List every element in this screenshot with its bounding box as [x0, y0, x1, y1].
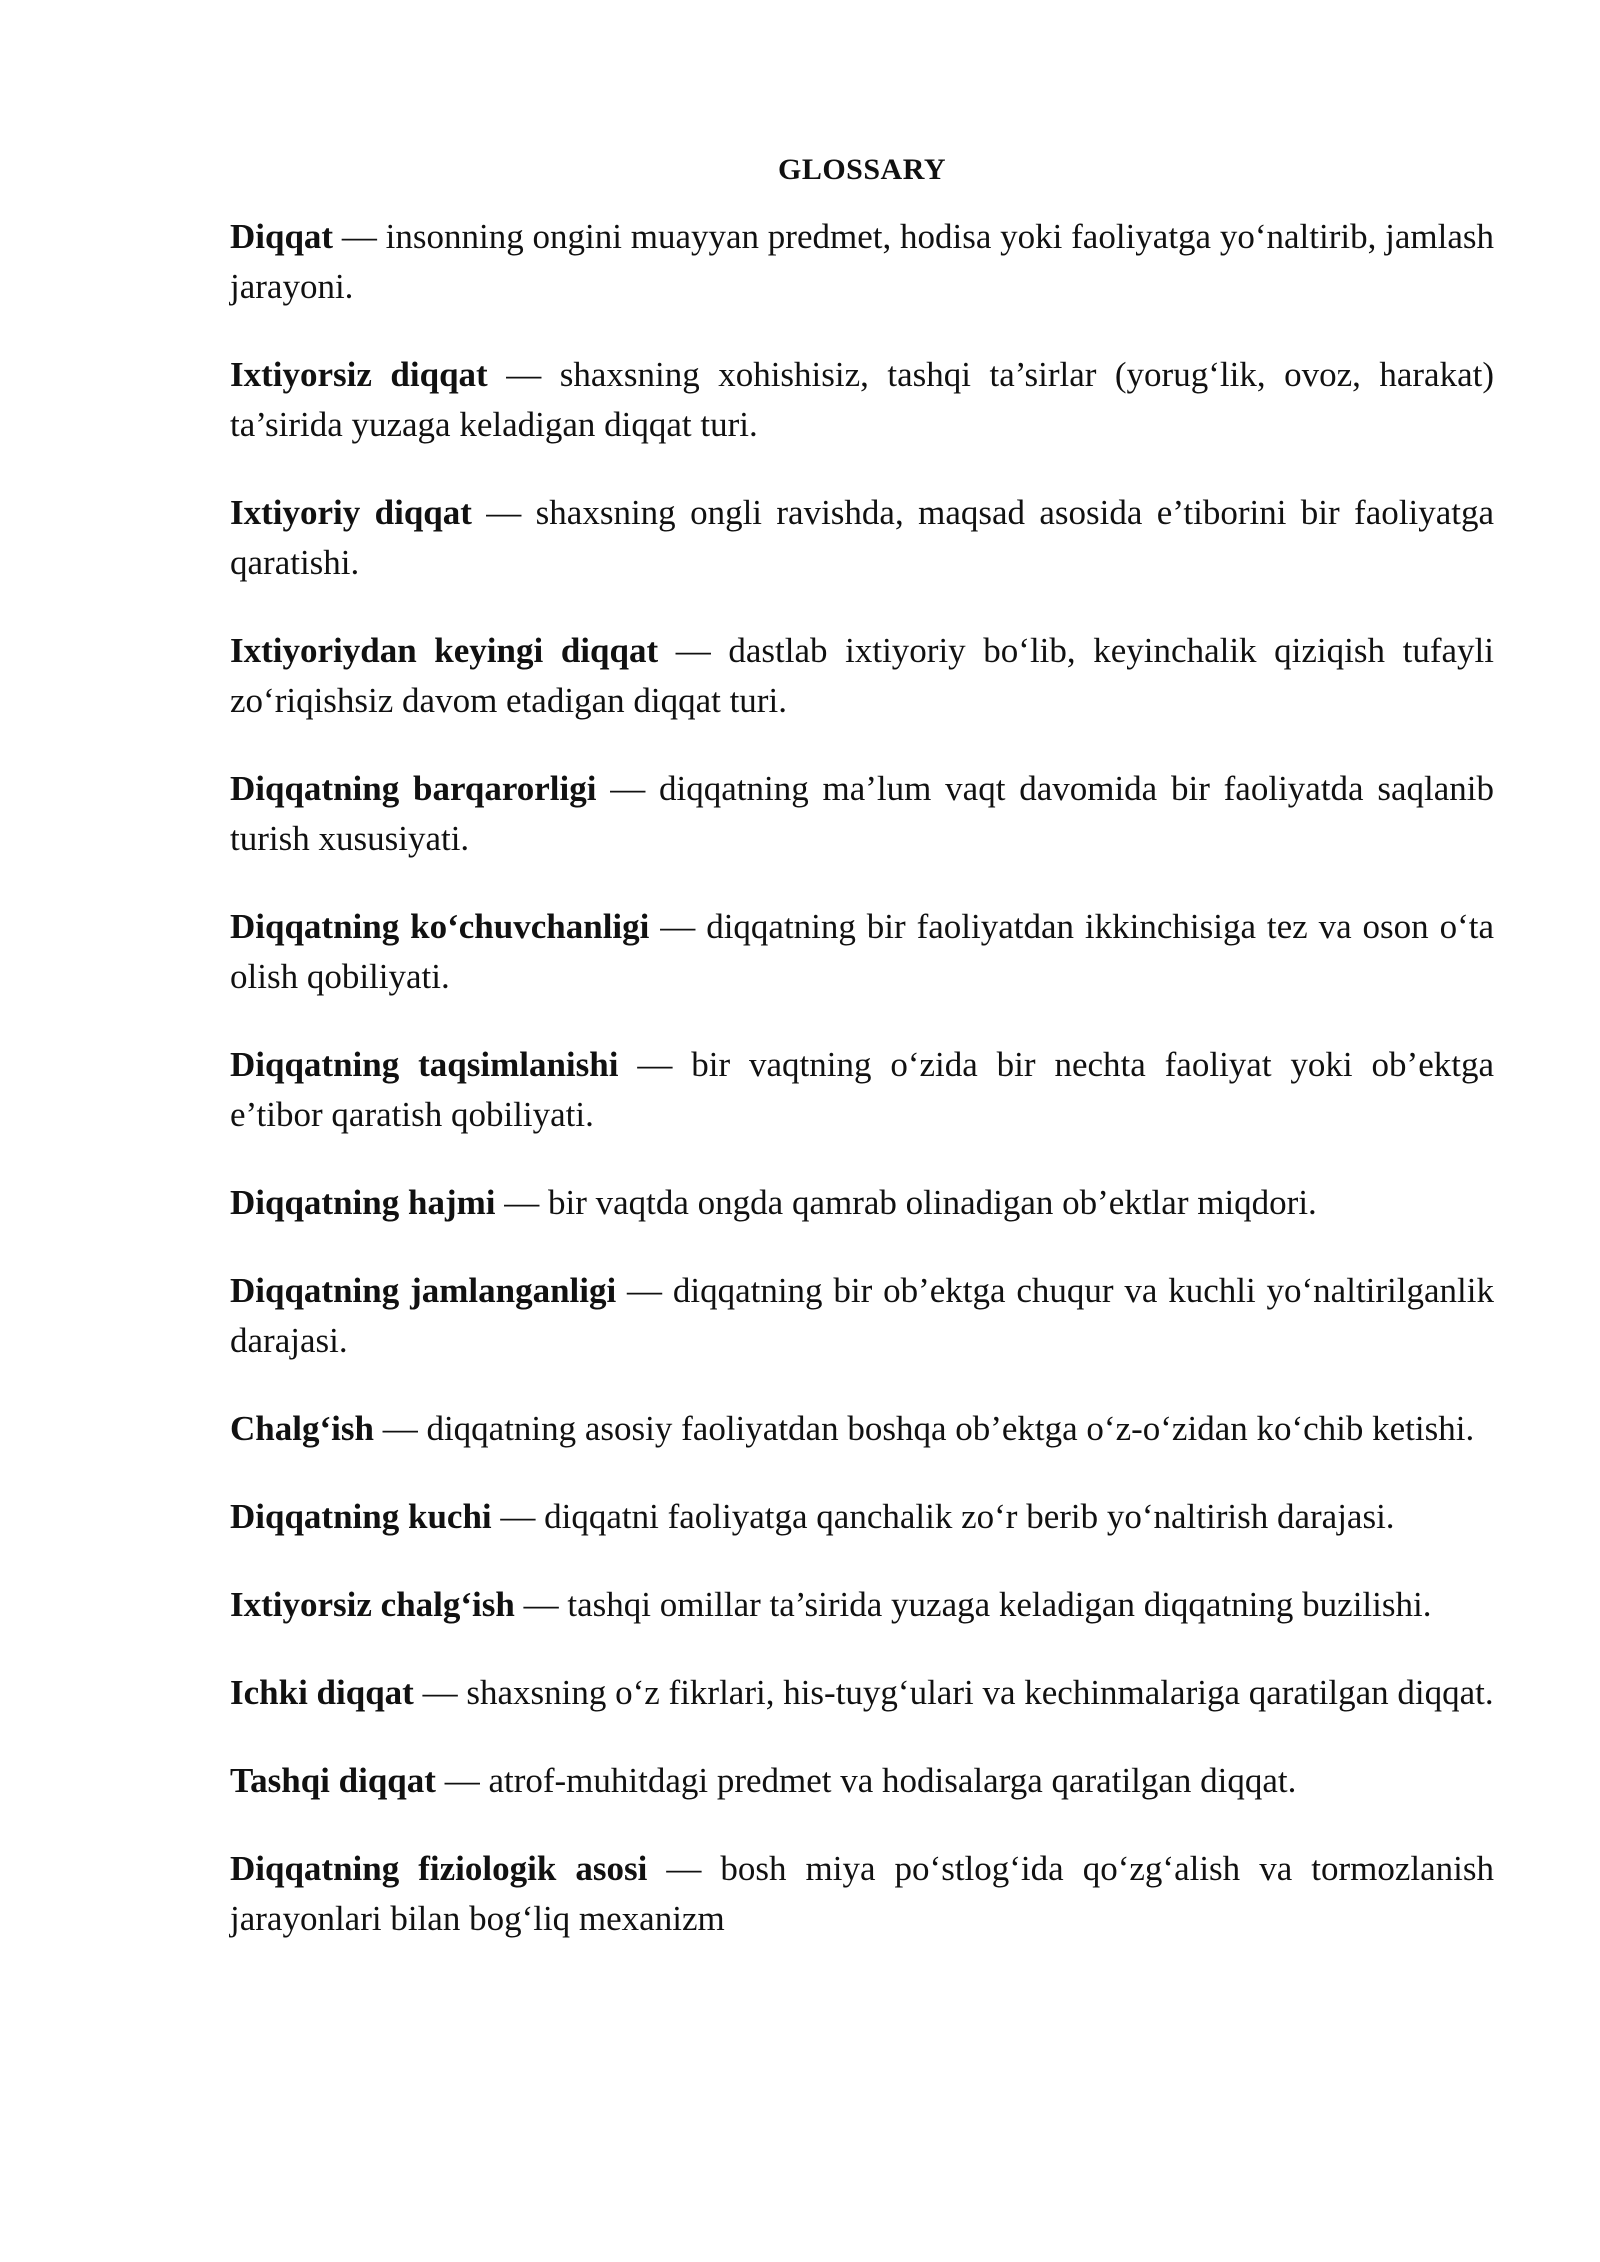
glossary-term: Diqqatning fiziologik asosi: [230, 1849, 648, 1888]
glossary-entry: [230, 902, 1494, 1002]
glossary-definition: — diqqatni faoliyatga qanchalik zo‘r berib yo‘naltirish darajasi.: [491, 1497, 1395, 1536]
document-page: [230, 150, 1494, 1982]
glossary-definition: — dastlab ixtiyoriy bo‘lib, keyinchalik qiziqish tufayli zo‘riqishsiz davom etadigan diqqat turi.: [230, 631, 1494, 720]
glossary-entry: [230, 1844, 1494, 1944]
glossary-entry: [230, 1404, 1494, 1454]
glossary-entry: [230, 1266, 1494, 1366]
glossary-definition: — atrof-muhitdagi predmet va hodisalarga qaratilgan diqqat.: [435, 1761, 1297, 1800]
glossary-term: Diqqatning barqarorligi: [230, 769, 597, 808]
glossary-definition: — tashqi omillar ta’sirida yuzaga keladigan diqqatning buzilishi.: [514, 1585, 1432, 1624]
glossary-definition: — shaxsning xohishisiz, tashqi ta’sirlar (yorug‘lik, ovoz, harakat) ta’sirida yuzaga keladigan diqqat turi.: [230, 355, 1494, 444]
glossary-entry: [230, 488, 1494, 588]
glossary-entry: [230, 212, 1494, 312]
glossary-entry: [230, 626, 1494, 726]
glossary-definition: — diqqatning bir ob’ektga chuqur va kuchli yo‘naltirilganlik darajasi.: [230, 1271, 1494, 1360]
glossary-term: Ixtiyorsiz diqqat: [230, 355, 488, 394]
glossary-definition: — bir vaqtda ongda qamrab olinadigan ob’ektlar miqdori.: [495, 1183, 1317, 1222]
glossary-definition: — shaxsning o‘z fikrlari, his-tuyg‘ulari va kechinmalariga qaratilgan diqqat.: [413, 1673, 1494, 1712]
glossary-entry: [230, 764, 1494, 864]
glossary-term: Ixtiyoriy diqqat: [230, 493, 472, 532]
glossary-term: Ixtiyorsiz chalg‘ish: [230, 1585, 515, 1624]
glossary-definition: — insonning ongini muayyan predmet, hodisa yoki faoliyatga yo‘naltirib, jamlash jarayoni.: [230, 217, 1494, 306]
glossary-entry: [230, 1492, 1494, 1542]
glossary-definition: — bir vaqtning o‘zida bir nechta faoliyat yoki ob’ektga e’tibor qaratish qobiliyati.: [230, 1045, 1494, 1134]
glossary-term: Diqqatning taqsimlanishi: [230, 1045, 619, 1084]
glossary-term: Diqqatning jamlanganligi: [230, 1271, 617, 1310]
page-title: GLOSSARY: [778, 153, 946, 186]
glossary-entry: [230, 1178, 1494, 1228]
glossary-definition: — diqqatning ma’lum vaqt davomida bir faoliyatda saqlanib turish xususiyati.: [230, 769, 1494, 858]
glossary-list: [230, 212, 1494, 1944]
glossary-term: Diqqat: [230, 217, 334, 256]
glossary-definition: — shaxsning ongli ravishda, maqsad asosida e’tiborini bir faoliyatga qaratishi.: [230, 493, 1494, 582]
glossary-term: Diqqatning hajmi: [230, 1183, 496, 1222]
glossary-term: Ixtiyoriydan keyingi diqqat: [230, 631, 659, 670]
glossary-entry: [230, 1668, 1494, 1718]
glossary-definition: — bosh miya po‘stlog‘ida qo‘zg‘alish va tormozlanish jarayonlari bilan bog‘liq mexanizm: [230, 1849, 1495, 1938]
glossary-entry: [230, 1756, 1494, 1806]
glossary-term: Diqqatning kuchi: [230, 1497, 492, 1536]
glossary-term: Chalg‘ish: [230, 1409, 374, 1448]
glossary-term: Ichki diqqat: [230, 1673, 414, 1712]
glossary-definition: — diqqatning bir faoliyatdan ikkinchisiga tez va oson o‘ta olish qobiliyati.: [230, 907, 1494, 996]
glossary-definition: — diqqatning asosiy faoliyatdan boshqa ob’ektga o‘z-o‘zidan ko‘chib ketishi.: [373, 1409, 1475, 1448]
glossary-entry: [230, 350, 1494, 450]
glossary-term: Diqqatning ko‘chuvchanligi: [230, 907, 650, 946]
glossary-entry: [230, 1580, 1494, 1630]
glossary-entry: [230, 1040, 1494, 1140]
glossary-term: Tashqi diqqat: [230, 1761, 436, 1800]
